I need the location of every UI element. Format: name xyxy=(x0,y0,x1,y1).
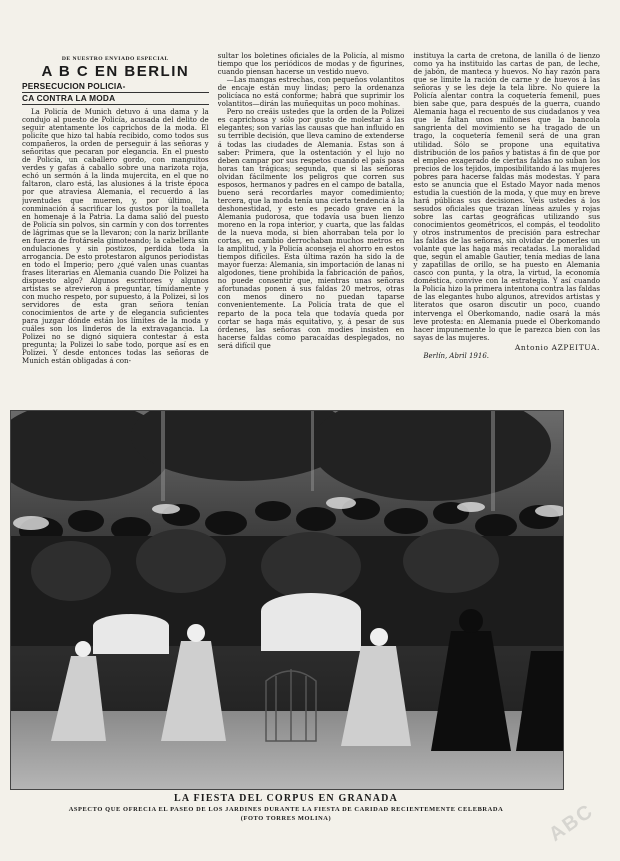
abc-watermark: ABC xyxy=(545,799,599,847)
column-2-text xyxy=(218,52,405,350)
article-columns xyxy=(22,52,600,398)
paragraph: instituya la carta de cretona, de lanilla ó de lienzo como ya ha instituido las cartas de pan, de leche, de jabón, de manteca y huevos. No hay razón para que se limite la ración de carne y de huevos á las señoras y se les deje la tela libre. No quiere la Policía alentar contra la coquetería femenil, pues bien sabe que, para después de la guerra, cuando Alemania haga el recuento de sus ciudadanos y vea que le faltan unos millones que la bancola sangrienta del movimiento se ha tragado de un trago, la coquetería femenil será de una gran utilidad. Sólo se propone una equitativa distribución de los paños y batistas á fin de que por el empleo exagerado de ciertas faldas no suban los precios de los tejidos, imposibilitando á las mujeres pobres para hacerse faldas más modestas. Y para esto se anuncia que el Estado Mayor nada menos estudia la cuestión de la moda, y que muy en breve hará públicas sus decisiones. Veis ustedes á los sesudos oficiales que trazan líneas azules y rojas sobre las cartas geográficas utilizando sus conocimientos geométricos, el compás, el teodolito y otros instrumentos de precisión para estrechar las faldas de las señoras, sin olvidar de ponerles un volante que las haga más recatadas. La moralidad que, según el amable Gautier, tenía medias de lana y zapatillas de orillo, se ha puesto en Alemania casco con punta, y la otra, la virtud, la economía doméstica, convive con la estrategia. Y así cuando la Policía hizo la primera intentona contra las faldas de las elegantes hubo algunos, atrevidos artistas y literatos que osaron discutir un poco, cuando intervenga el Oberkomando, nadie osará la más leve protesta: en Alemania puede el Oberkomando hacer impunemente lo que le parezca bien con las sayas de las mujeres. xyxy=(413,52,600,342)
article-kicker: DE NUESTRO ENVIADO ESPECIAL xyxy=(61,56,169,62)
column-3 xyxy=(413,52,600,398)
photo-caption-subtitle: ASPECTO QUE OFRECIA EL PASEO DE LOS JARDINES DURANTE LA FIESTA DE CARIDAD RECIENTEMENTE CELEBRADA xyxy=(68,806,504,813)
paragraph: Pero no creáis ustedes que la orden de la Polizei es caprichosa y sólo por gusto de molestar á las elegantes; son varias las causas que han influido en su terrible decisión, que lleva camino de extenderse á todas las ciudades de Alemania. Estas son á saber: Primera, que la ostentación y el lujo no deben campar por sus respetos cuando el país pasa horas tan trágicas; segunda, que si las señoras olvidan fácilmente los peligros que corren sus esposos, hermanos y padres en el campo de batalla, bueno será recordarles mayor comedimiento; tercera, que la moda tenía una cierta tendencia á la deshonestidad, y esto es pecado grave en la Alemania pudorosa, que todavía usa buen lienzo moreno en la ropa interior, y cuarta, que las faldas de la nueva moda, si bien ahorraban tela por lo cortas, en cambio derrochaban muchos metros en la amplitud, y la Policía aconseja el ahorro en estos tiempos difíciles. Esta última razón ha sido la de mayor fuerza: Alemania, sin importación de lanas ni algodones, tiene prohibida la fabricación de paños, no puede consentir que, mientras unas señoras afortunadas ponen á sus faldas 20 metros, otras con menos dinero no puedan taparse convenientemente. La Policía trata de que el reparto de la poca tela que todavía queda por cortar se haga más equitativo, y, á pesar de sus órdenes, las señoras con modies insisten en hacerse faldas como paracaídas desplegados, no será difícil que xyxy=(217,107,405,350)
column-3-text xyxy=(413,52,600,342)
crowd-photograph xyxy=(10,410,564,790)
paragraph: La Policía de Munich detuvo á una dama y la condujo al puesto de Policía, acusada del delito de seguir atentamente los caprichos de la moda. El policíte que hizo tal había recibido, como todos sus compañeros, la orden de perseguir á las señoras y señoritas que pecaran por elegancia. En el puesto de Policía, un caballero gordo, con manguitos verdes y gafas á caballo sobre una narizota roja, echó un sermón á la linda mujercita, en el que no faltaron, claro está, las alusiones á la triste época por que atraviesa Alemania, el recuerdo á las juventudes que mueren, y, por último, la conminación á sacrificar los gustos por la toalleta en homenaje á la Patria. La dama salió del puesto de Policía sin polvos, sin carmín y con dos torrentes de lágrimas que se la llevaron; con la nariz brillante en fuerza de frotársela gimoteando; la cabellera sin ondulaciones y sin postizos, perdida toda la arrogancia. De esto protestaron algunos periodistas en todo el Imperio; pero ¿qué valen unas cuantas frases literarias en Alemania cuando Die Polizei ha dispuesto algo? Algunos escritores y algunos artistas se atrevieron á preguntar, tímidamente y con mucho respeto, por supuesto, á la Polizei, si los servidores de esta gran señora tenían conocimientos de arte y de elegancia suficientes para juzgar dónde están los límites de la moda y cuáles son los linderos de la extravagancia. La Polizei no se dignó siquiera contestar á esta pregunta; la Polizei lo sabe todo, porque así es en Polizei. Y desde entonces todas las señoras de Munich están obligadas á con- xyxy=(22,107,209,366)
dateline: Berlín, Abril 1916. xyxy=(423,351,490,360)
photo-credit: (FOTO TORRES MOLINA) xyxy=(240,815,332,822)
column-1-text xyxy=(22,108,209,366)
photo-caption-title: LA FIESTA DEL CORPUS EN GRANADA xyxy=(174,793,398,804)
column-2 xyxy=(218,52,405,398)
author-signature: Antonio AZPEITUA. xyxy=(514,342,600,352)
article-subhead-line-2: CA CONTRA LA MODA xyxy=(22,93,209,105)
paragraph: —Las mangas estrechas, con pequeños volantitos de encaje están muy lindas; pero la ordenanza policíaca no está conforme; habrá que suprimir los volantitos—dirán las muñequitas un poco mohínas. xyxy=(217,75,405,109)
article-headline: A B C EN BERLIN xyxy=(41,63,190,80)
article-subhead-line-1: PERSECUCION POLICIA- xyxy=(22,81,209,93)
paragraph: sultar los boletines oficiales de la Policía, al mismo tiempo que los periódicos de modas y de figurines, cuando piensan hacerse un vestido nuevo. xyxy=(217,52,405,77)
column-1 xyxy=(22,52,209,398)
photo-illustration xyxy=(11,411,563,789)
